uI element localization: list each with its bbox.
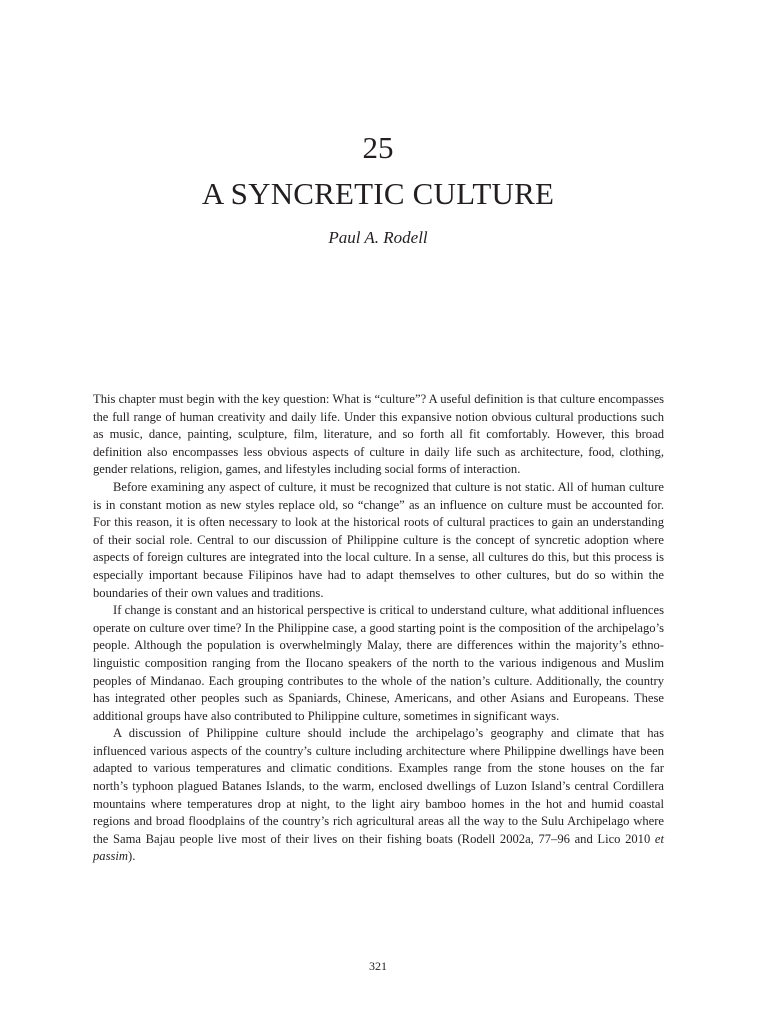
chapter-number: 25 [362, 130, 394, 165]
paragraph-1: This chapter must begin with the key question: What is “culture”? A useful definition is that culture encompasses the full range of human creativity and daily life. Under this expansive notion obvious cultural productions such as music, dance, painting, sculpture, film, literature, and so forth all fit comfortably. However, this broad definition also encompasses less obvious aspects of culture in daily life such as architecture, food, clothing, gender relations, religion, games, and lifestyles including social forms of interaction. [93, 392, 664, 477]
paragraph-2: Before examining any aspect of culture, it must be recognized that culture is not static. All of human culture is in constant motion as new styles replace old, so “change” as an influence on culture must be accounted for. For this reason, it is often necessary to look at the historical roots of cultural practices to gain an understanding of their social role. Central to our discussion of Philippine culture is the concept of syncretic adoption where aspects of foreign cultures are integrated into the local culture. In a sense, all cultures do this, but this process is especially important because Filipinos have had to adapt themselves to other cultures, but do so within the boundaries of their own values and traditions. [93, 479, 664, 600]
citation-italic: et passim [93, 831, 664, 864]
chapter-author: Paul A. Rodell [328, 228, 428, 247]
page-number: 321 [369, 959, 387, 973]
chapter-title: A SYNCRETIC CULTURE [201, 176, 555, 211]
paragraph-4-text: A discussion of Philippine culture should include the archipelago’s geography and climate that has influenced various aspects of the country’s culture including architecture where Philippine dwellings have been adapted to various temperatures and climatic conditions. Examples range from the stone houses on the far north’s typhoon plagued Batanes Islands, to the warm, enclosed dwellings of Luzon Island’s central Cordillera mountains where temperatures drop at night, to the light airy bamboo homes in the hot and humid coastal regions and broad floodplains of the country’s rich agricultural areas all the way to the Sulu Archipelago where the Sama Bajau people live most of their lives on their fishing boats (Rodell 2002a, 77–96 and Lico 2010 [93, 726, 664, 846]
paragraph-4 [93, 725, 664, 866]
paragraph-4-end: ). [128, 849, 136, 864]
paragraph-3: If change is constant and an historical perspective is critical to understand culture, what additional influences operate on culture over time? In the Philippine case, a good starting point is the composition of the archipelago’s people. Although the population is overwhelmingly Malay, there are differences within the majority’s ethno-linguistic composition ranging from the Ilocano speakers of the north to the various indigenous and Muslim peoples of Mindanao. Each grouping contributes to the whole of the nation’s culture. Additionally, the country has integrated other peoples such as Spaniards, Chinese, Americans, and other Asians and Europeans. These additional groups have also contributed to Philippine culture, sometimes in significant ways. [93, 603, 664, 723]
body-text [93, 391, 664, 866]
